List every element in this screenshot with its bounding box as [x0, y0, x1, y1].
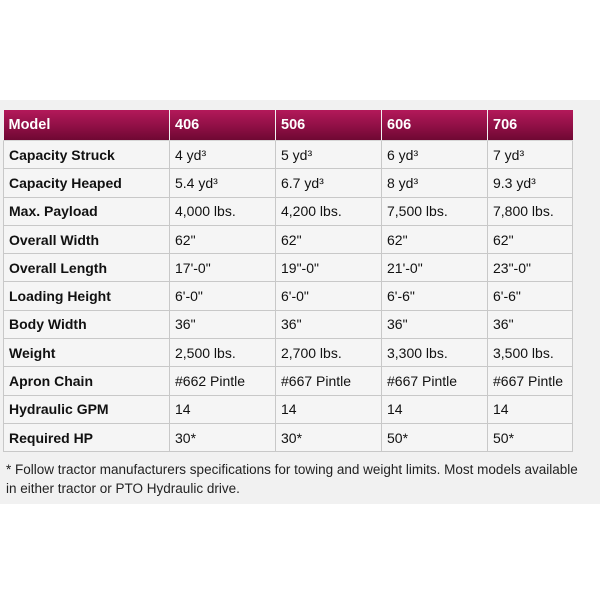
cell-value: 19"-0"	[276, 254, 382, 282]
cell-value: 4,200 lbs.	[276, 197, 382, 225]
cell-value: 14	[276, 395, 382, 423]
cell-value: 14	[170, 395, 276, 423]
row-label: Overall Length	[4, 254, 170, 282]
table-row	[4, 254, 573, 282]
cell-value: 23"-0"	[488, 254, 573, 282]
header-506: 506	[276, 110, 382, 141]
cell-value: 6'-6"	[488, 282, 573, 310]
cell-value: 50*	[488, 423, 573, 451]
header-606: 606	[382, 110, 488, 141]
table-row	[4, 367, 573, 395]
row-label: Loading Height	[4, 282, 170, 310]
cell-value: 50*	[382, 423, 488, 451]
cell-value: 5.4 yd³	[170, 169, 276, 197]
table-row	[4, 339, 573, 367]
cell-value: #667 Pintle	[382, 367, 488, 395]
table-row	[4, 282, 573, 310]
cell-value: 36"	[488, 310, 573, 338]
cell-value: 5 yd³	[276, 141, 382, 169]
cell-value: 2,700 lbs.	[276, 339, 382, 367]
cell-value: 2,500 lbs.	[170, 339, 276, 367]
table-row	[4, 395, 573, 423]
footnote: * Follow tractor manufacturers specifications for towing and weight limits. Most models available in either tractor or PTO Hydraulic drive.	[6, 462, 578, 496]
cell-value: 9.3 yd³	[488, 169, 573, 197]
cell-value: 36"	[382, 310, 488, 338]
cell-value: #667 Pintle	[276, 367, 382, 395]
cell-value: 30*	[170, 423, 276, 451]
cell-value: 21'-0"	[382, 254, 488, 282]
row-label: Max. Payload	[4, 197, 170, 225]
cell-value: 7,500 lbs.	[382, 197, 488, 225]
cell-value: #662 Pintle	[170, 367, 276, 395]
cell-value: 17'-0"	[170, 254, 276, 282]
cell-value: 62"	[382, 225, 488, 253]
cell-value: 6.7 yd³	[276, 169, 382, 197]
cell-value: 30*	[276, 423, 382, 451]
spec-table	[3, 110, 573, 452]
table-row	[4, 197, 573, 225]
row-label: Body Width	[4, 310, 170, 338]
cell-value: 62"	[276, 225, 382, 253]
cell-value: 3,500 lbs.	[488, 339, 573, 367]
table-row	[4, 169, 573, 197]
row-label: Hydraulic GPM	[4, 395, 170, 423]
cell-value: 6'-0"	[170, 282, 276, 310]
cell-value: 62"	[170, 225, 276, 253]
cell-value: 6'-6"	[382, 282, 488, 310]
cell-value: 4 yd³	[170, 141, 276, 169]
row-label: Overall Width	[4, 225, 170, 253]
cell-value: 6'-0"	[276, 282, 382, 310]
cell-value: 3,300 lbs.	[382, 339, 488, 367]
table-row	[4, 225, 573, 253]
row-label: Required HP	[4, 423, 170, 451]
row-label: Capacity Heaped	[4, 169, 170, 197]
row-label: Capacity Struck	[4, 141, 170, 169]
row-label: Apron Chain	[4, 367, 170, 395]
cell-value: 14	[488, 395, 573, 423]
header-row	[4, 110, 573, 141]
cell-value: 8 yd³	[382, 169, 488, 197]
cell-value: 7 yd³	[488, 141, 573, 169]
cell-value: 14	[382, 395, 488, 423]
cell-value: 36"	[276, 310, 382, 338]
cell-value: 36"	[170, 310, 276, 338]
table-row	[4, 423, 573, 451]
header-model: Model	[4, 110, 170, 141]
cell-value: 62"	[488, 225, 573, 253]
table-row	[4, 141, 573, 169]
row-label: Weight	[4, 339, 170, 367]
cell-value: 7,800 lbs.	[488, 197, 573, 225]
cell-value: #667 Pintle	[488, 367, 573, 395]
cell-value: 4,000 lbs.	[170, 197, 276, 225]
cell-value: 6 yd³	[382, 141, 488, 169]
header-706: 706	[488, 110, 573, 141]
table-row	[4, 310, 573, 338]
header-406: 406	[170, 110, 276, 141]
